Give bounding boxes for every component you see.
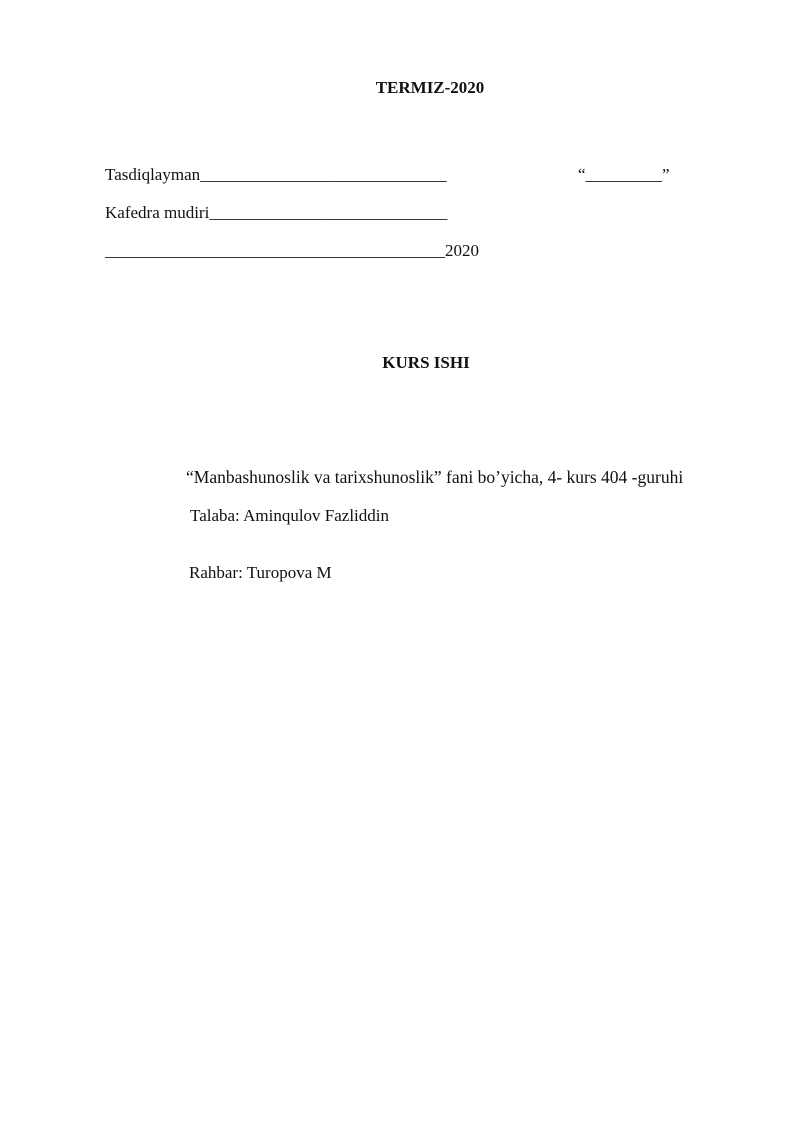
supervisor-line: Rahbar: Turopova M: [189, 563, 332, 582]
approval-signature-line: Tasdiqlayman_____________________________: [105, 165, 447, 184]
approval-year-line: ________________________________________2020: [105, 241, 479, 260]
approval-date-line: “_________”: [578, 165, 670, 184]
subject-line: “Manbashunoslik va tarixshunoslik” fani bo’yicha, 4- kurs 404 -guruhi: [186, 467, 684, 487]
document-type-heading: KURS ISHI: [382, 353, 470, 372]
student-line: Talaba: Aminqulov Fazliddin: [190, 506, 390, 525]
page-title: TERMIZ-2020: [375, 78, 485, 97]
department-head-line: Kafedra mudiri____________________________: [105, 203, 448, 222]
